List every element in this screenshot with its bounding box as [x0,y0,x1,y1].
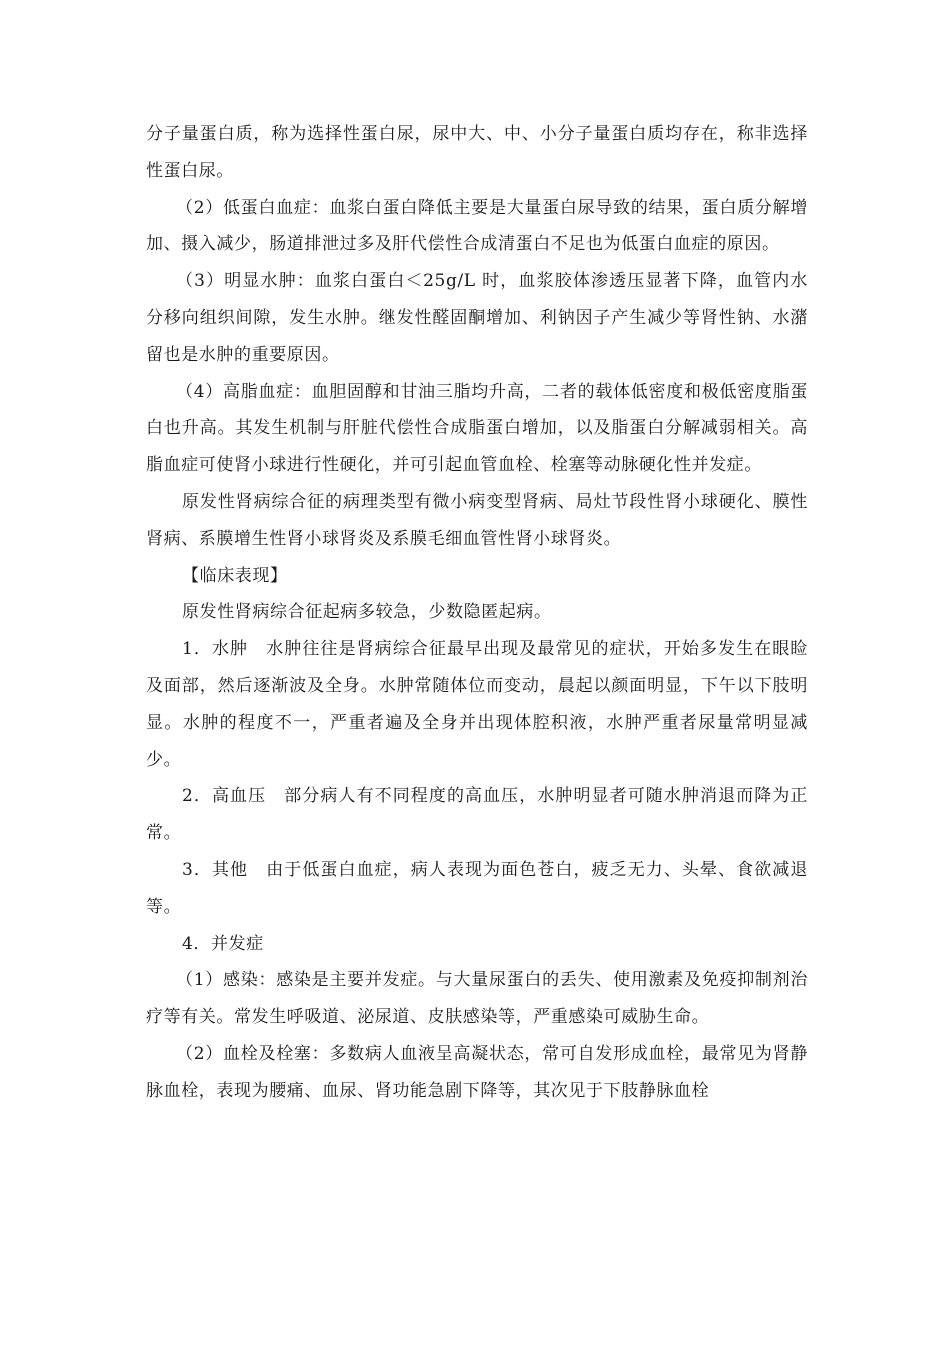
paragraph-hypoalbuminemia: （2）低蛋白血症：血浆白蛋白降低主要是大量蛋白尿导致的结果，蛋白质分解增加、摄入减少，肠道排泄过多及肝代偿性合成清蛋白不足也为低蛋白血症的原因。 [146,197,808,255]
paragraph-edema: 1．水肿 水肿往往是肾病综合征最早出现及最常见的症状，开始多发生在眼睑及面部，然后逐渐波及全身。水肿常随体位而变动，晨起以颜面明显，下午以下肢明显。水肿的程度不一，严重者遍及全身并出现体腔积液，水肿严重者尿量常明显减少。 [146,639,808,770]
document-page [146,116,808,1110]
paragraph-complications-heading: 4．并发症 [182,933,264,954]
paragraph-hypertension: 2．高血压 部分病人有不同程度的高血压，水肿明显者可随水肿消退而降为正常。 [146,786,808,844]
paragraph-pathology-types: 原发性肾病综合征的病理类型有微小病变型肾病、局灶节段性肾小球硬化、膜性肾病、系膜增生性肾小球肾炎及系膜毛细血管性肾小球肾炎。 [146,491,808,549]
paragraph-infection: （1）感染：感染是主要并发症。与大量尿蛋白的丢失、使用激素及免疫抑制剂治疗等有关。常发生呼吸道、泌尿道、皮肤感染等，严重感染可威胁生命。 [146,970,808,1028]
paragraph-other: 3．其他 由于低蛋白血症，病人表现为面色苍白，疲乏无力、头晕、食欲减退等。 [146,859,808,917]
section-heading-clinical: 【临床表现】 [182,565,288,586]
paragraph-edema-mechanism: （3）明显水肿：血浆白蛋白＜25g/L 时，血浆胶体渗透压显著下降，血管内水分移向组织间隙，发生水肿。继发性醛固酮增加、利钠因子产生减少等肾性钠、水潴留也是水肿的重要原因。 [146,271,808,365]
paragraph-hyperlipidemia: （4）高脂血症：血胆固醇和甘油三脂均升高，二者的载体低密度和极低密度脂蛋白也升高。其发生机制与肝脏代偿性合成脂蛋白增加，以及脂蛋白分解减弱相关。高脂血症可使肾小球进行性硬化，并可引起血管血栓、栓塞等动脉硬化性并发症。 [146,381,808,476]
paragraph-thrombosis: （2）血栓及栓塞：多数病人血液呈高凝状态，常可自发形成血栓，最常见为肾静脉血栓，表现为腰痛、血尿、肾功能急剧下降等，其次见于下肢静脉血栓 [146,1043,808,1101]
paragraph-onset: 原发性肾病综合征起病多较急，少数隐匿起病。 [182,602,552,623]
paragraph-proteinuria-continued: 分子量蛋白质，称为选择性蛋白尿，尿中大、中、小分子量蛋白质均存在，称非选择性蛋白尿。 [146,124,808,181]
